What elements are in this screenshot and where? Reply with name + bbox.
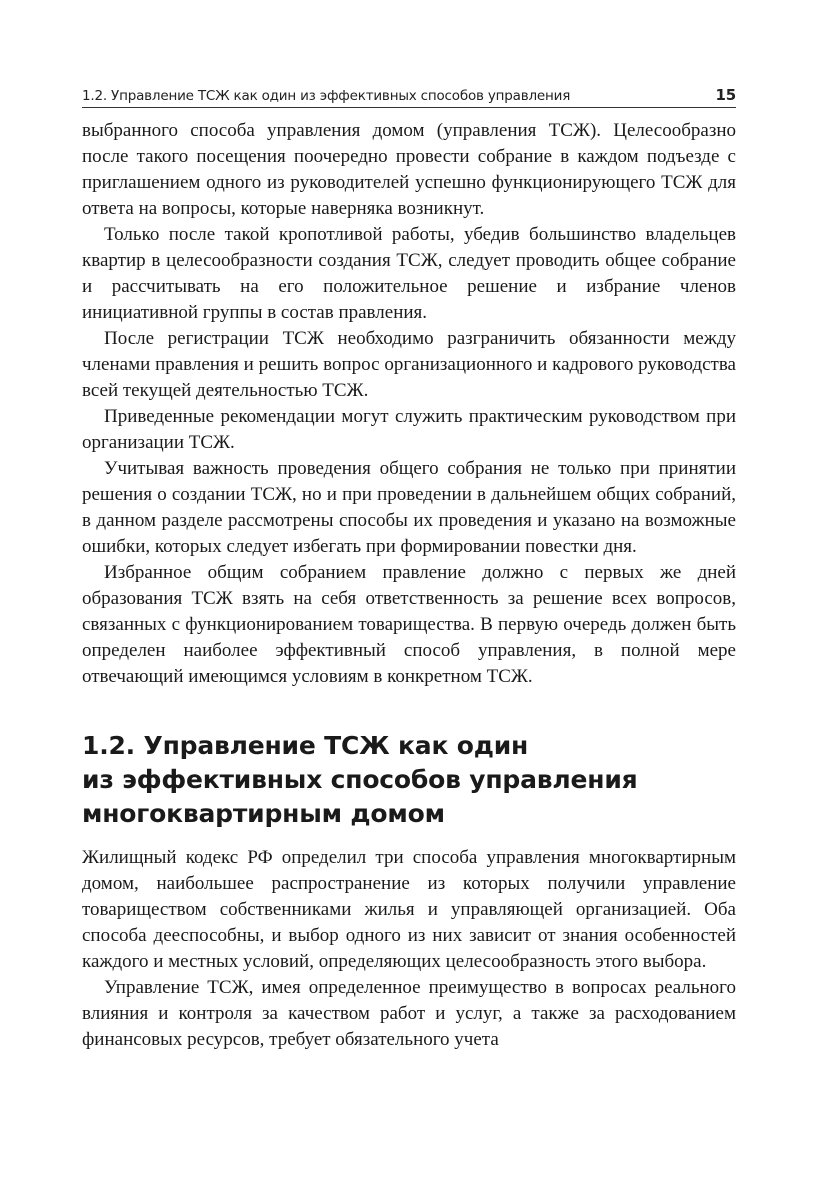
book-page: [82, 86, 736, 1053]
paragraph: Управление ТСЖ, имея определенное преимущество в вопросах реального влияния и контроля за качеством работ и услуг, а также за расходованием финансовых ресурсов, требует обязательного учета: [82, 977, 736, 1050]
paragraph: выбранного способа управления домом (управления ТСЖ). Целесообразно после такого посещения поочередно провести собрание в каждом подъезде с приглашением одного из руководителей успешно функционирующего ТСЖ для ответа на вопросы, которые наверняка возникнут.: [82, 120, 736, 219]
section-heading-line: 1.2. Управление ТСЖ как один: [82, 731, 529, 760]
page-number: 15: [715, 86, 736, 104]
paragraph: После регистрации ТСЖ необходимо разграничить обязанности между членами правления и решить вопрос организационного и кадрового руководства всей текущей деятельностью ТСЖ.: [82, 328, 736, 401]
paragraph: Избранное общим собранием правление должно с первых же дней образования ТСЖ взять на себя ответственность за решение всех вопросов, связанных с функционированием товарищества. В первую очередь должен быть определен наиболее эффективный способ управления, в полной мере отвечающий имеющимся условиям в конкретном ТСЖ.: [82, 562, 736, 687]
body-text-before: [82, 118, 736, 690]
section-heading-line: из эффективных способов управления: [82, 765, 638, 794]
running-title: 1.2. Управление ТСЖ как один из эффективных способов управления: [82, 88, 571, 104]
section-heading-line: многоквартирным домом: [82, 799, 445, 828]
body-text-after: [82, 845, 736, 1053]
paragraph: Только после такой кропотливой работы, убедив большинство владельцев квартир в целесообразности создания ТСЖ, следует проводить общее собрание и рассчитывать на его положительное решение и избрание членов инициативной группы в состав правления.: [82, 224, 736, 323]
paragraph: Учитывая важность проведения общего собрания не только при принятии решения о создании ТСЖ, но и при проведении в дальнейшем общих собраний, в данном разделе рассмотрены способы их проведения и указано на возможные ошибки, которых следует избегать при формировании повестки дня.: [82, 458, 736, 557]
section-heading: [82, 729, 736, 831]
running-header: [82, 86, 736, 108]
paragraph: Приведенные рекомендации могут служить практическим руководством при организации ТСЖ.: [82, 406, 736, 453]
paragraph: Жилищный кодекс РФ определил три способа управления многоквартирным домом, наибольшее распространение из которых получили управление товариществом собственниками жилья и управляющей организацией. Оба способа дееспособны, и выбор одного из них зависит от знания особенностей каждого и местных условий, определяющих целесообразность этого выбора.: [82, 847, 736, 972]
